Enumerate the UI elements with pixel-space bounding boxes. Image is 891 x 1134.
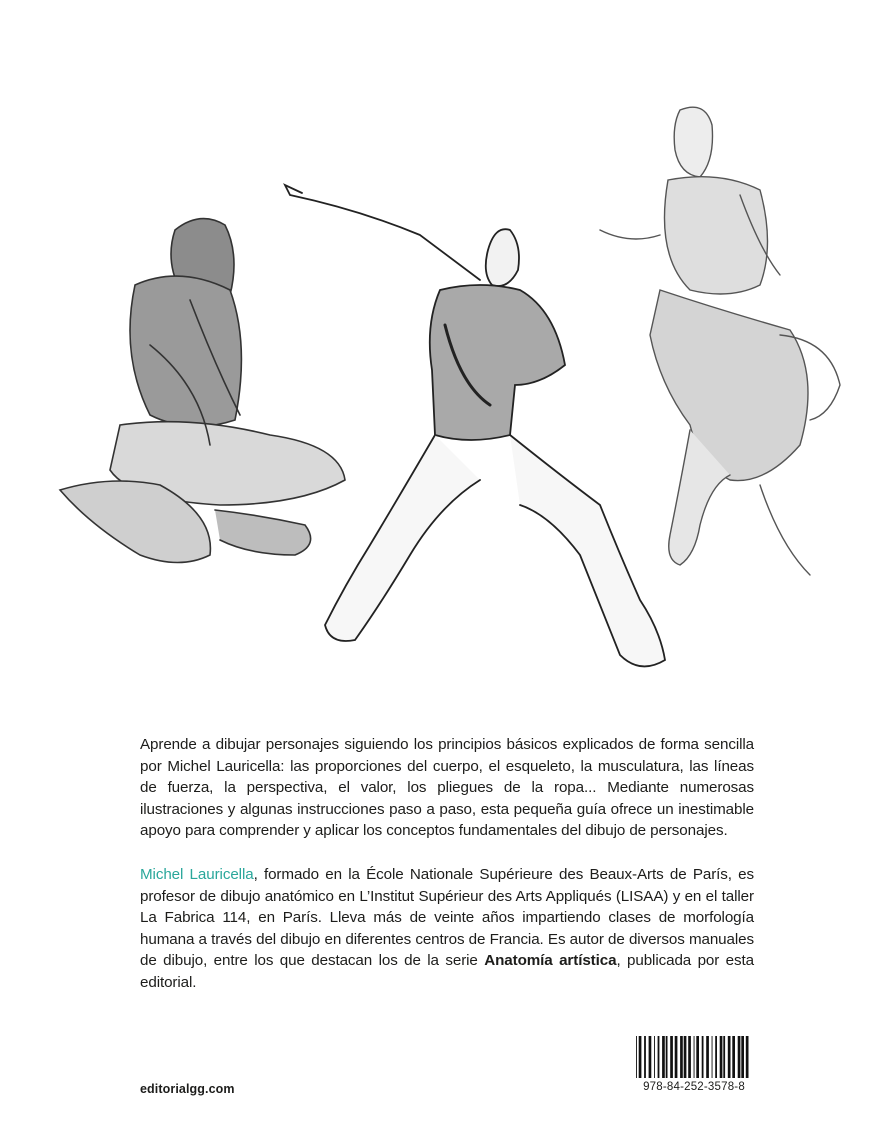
pointing-figure-sketch — [285, 185, 665, 666]
author-name: Michel Lauricella — [140, 866, 254, 883]
author-bio-text-a: , formado en la École Nationale Supérieure des Beaux-Arts de París, es profesor de dibujo anatómico en L’Institut Supérieur des Arts Appliqués (LISAA) y en el taller La Fabrica 114, en París. Lleva más de veinte años impartiendo clases de morfología humana a través del dibujo en diferentes centros de Francia. Es autor de diversos manuales de dibujo, entre los que destacan los de la serie — [140, 866, 754, 969]
publisher-website: editorialgg.com — [140, 1082, 235, 1096]
author-bio-text-b: , publicada por esta editorial. — [140, 952, 754, 991]
figure-sketches-illustration — [40, 85, 860, 705]
series-title: Anatomía artística — [484, 952, 617, 969]
crouching-figure-sketch — [600, 107, 840, 575]
barcode — [634, 1036, 754, 1078]
seated-figure-sketch — [60, 219, 345, 563]
isbn-number: 978-84-252-3578-8 — [643, 1081, 745, 1093]
book-description: Aprende a dibujar personajes siguiendo los principios básicos explicados de forma sencilla por Michel Lauricella: las proporciones del cuerpo, el esqueleto, la musculatura, las líneas de fuerza, la perspectiva, el valor, los pliegues de la ropa... Mediante numerosas ilustraciones y algunas instrucciones paso a paso, esta pequeña guía ofrece un inestimable apoyo para comprender y aplicar los conceptos fundamentales del dibujo de personajes. — [140, 736, 754, 839]
author-bio — [140, 864, 754, 993]
